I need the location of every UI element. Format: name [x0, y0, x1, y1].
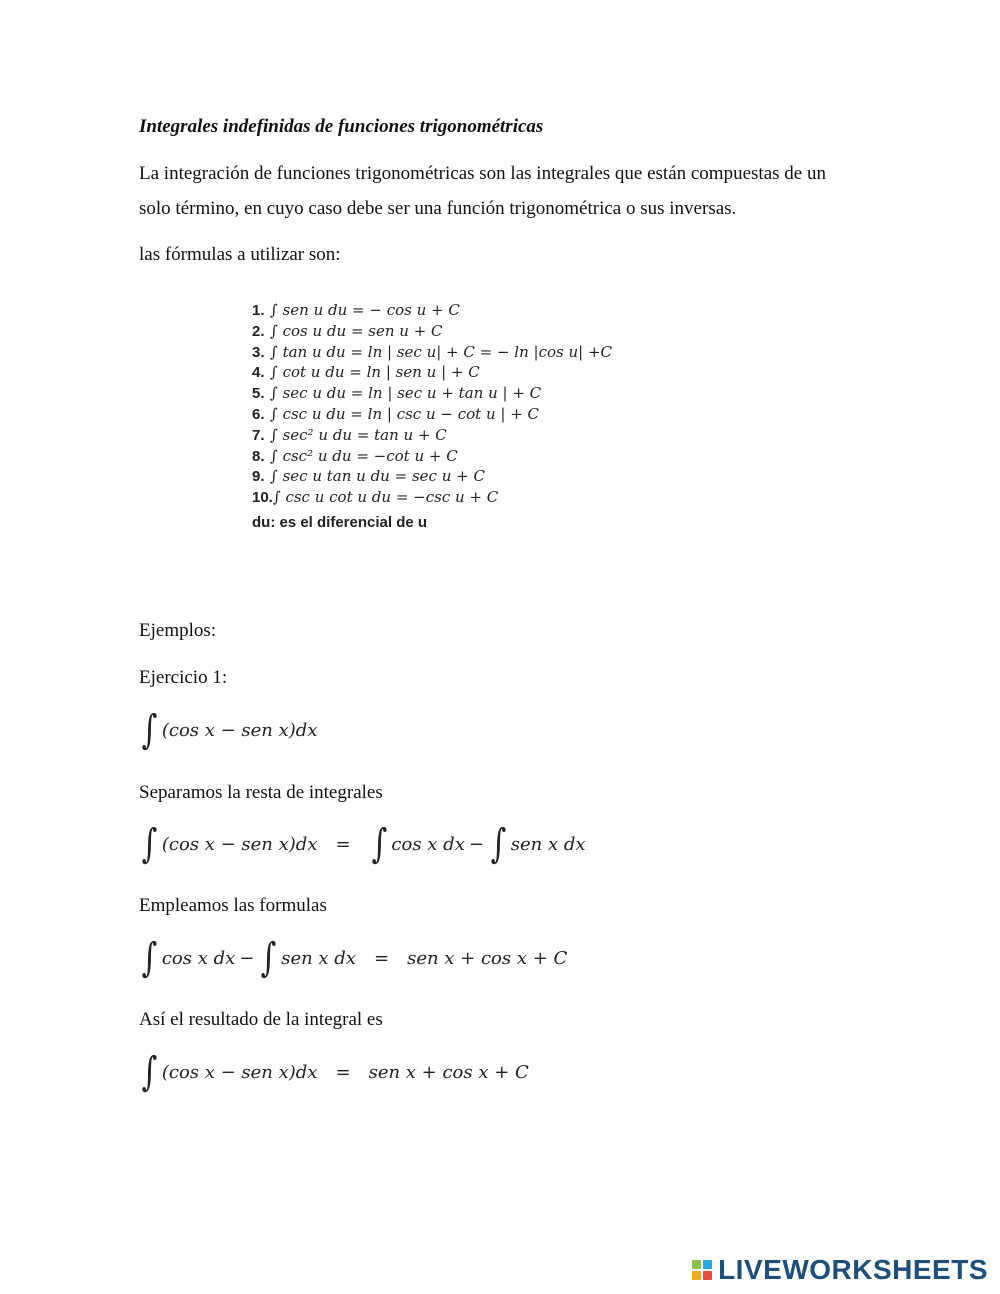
formula-number: 7.: [252, 426, 265, 444]
formula-row: [252, 362, 612, 383]
formula-expression: ∫ csc² u du = −cot u + C: [270, 446, 458, 465]
integral-symbol: ∫: [260, 935, 277, 981]
formula-number: 5.: [252, 385, 265, 403]
intro-paragraph: [139, 156, 869, 226]
logo-squares-icon: [692, 1260, 712, 1280]
result-expression: sen x + cos x + C: [368, 1061, 529, 1083]
step-1-equation: [139, 821, 586, 867]
step-2-text: Empleamos las formulas: [139, 895, 327, 916]
formula-row: [252, 487, 612, 508]
integral-symbol: ∫: [371, 821, 387, 867]
formula-row: [252, 342, 612, 363]
formula-number: 9.: [252, 468, 265, 486]
integral-symbol: ∫: [141, 935, 158, 981]
formula-expression: ∫ csc u du = ln | csc u − cot u | + C: [270, 404, 540, 423]
formula-row: [252, 404, 612, 425]
integrand: (cos x − sen x)dx: [161, 719, 318, 741]
step-3-text: Así el resultado de la integral es: [139, 1009, 383, 1030]
sen-term: sen x dx: [510, 833, 586, 855]
formula-expression: ∫ tan u du = ln | sec u| + C = − ln |cos u| +C: [270, 342, 613, 361]
equals-sign: =: [335, 1061, 351, 1083]
integral-symbol: ∫: [141, 1049, 158, 1095]
formulas-heading: las fórmulas a utilizar son:: [139, 244, 341, 265]
formula-image: [252, 300, 612, 531]
formula-number: 10.: [252, 489, 273, 507]
formula-row: [252, 466, 612, 487]
liveworksheets-logo[interactable]: [692, 1254, 988, 1286]
formula-expression: ∫ cot u du = ln | sen u | + C: [270, 363, 480, 382]
formula-expression: ∫ sec u tan u du = sec u + C: [270, 467, 485, 486]
exercise-label: Ejercicio 1:: [139, 667, 228, 688]
formulas-note: du: es el diferencial de u: [252, 513, 428, 531]
formula-number: 3.: [252, 343, 265, 361]
formula-row: [252, 425, 612, 446]
formula-row: [252, 446, 612, 467]
intro-line-1: La integración de funciones trigonométricas son las integrales que están compuestas de un: [139, 163, 826, 184]
equals-sign: =: [373, 947, 390, 969]
integral-symbol: ∫: [141, 707, 158, 753]
formula-number: 6.: [252, 405, 265, 423]
equals-sign: =: [335, 833, 351, 855]
minus-sign: −: [239, 947, 255, 969]
formula-number: 1.: [252, 302, 265, 319]
integral-symbol: ∫: [141, 821, 158, 867]
cos-term: cos x dx: [161, 947, 236, 969]
examples-heading: Ejemplos:: [139, 620, 217, 641]
cos-term: cos x dx: [391, 833, 465, 855]
formula-number: 2.: [252, 322, 265, 340]
result-expression: sen x + cos x + C: [407, 947, 568, 969]
integral-symbol: ∫: [490, 821, 507, 867]
intro-line-2: solo término, en cuyo caso debe ser una función trigonométrica o sus inversas.: [139, 198, 737, 219]
formula-number: 4.: [252, 364, 265, 382]
sen-term: sen x dx: [281, 947, 356, 969]
formula-expression: ∫ csc u cot u du = −csc u + C: [272, 488, 499, 507]
formula-expression: ∫ sec u du = ln | sec u + tan u | + C: [270, 384, 542, 403]
formula-expression: ∫ sen u du = − cos u + C: [270, 301, 460, 319]
formula-number: 8.: [252, 447, 265, 465]
formula-row: [252, 321, 612, 342]
step-2-equation: [139, 935, 568, 981]
final-result-equation: [139, 1049, 529, 1095]
formula-row: [252, 383, 612, 404]
formula-row: [252, 300, 612, 321]
exercise-expression: [139, 707, 318, 753]
step-1-text: Separamos la resta de integrales: [139, 782, 383, 803]
logo-text: LIVEWORKSHEETS: [718, 1254, 988, 1285]
formula-expression: ∫ cos u du = sen u + C: [270, 321, 443, 340]
integrand: (cos x − sen x)dx: [161, 833, 318, 855]
page-title: Integrales indefinidas de funciones trigonométricas: [139, 116, 544, 137]
integrand: (cos x − sen x)dx: [161, 1061, 318, 1083]
minus-sign: −: [468, 833, 484, 855]
formula-expression: ∫ sec² u du = tan u + C: [270, 425, 447, 444]
